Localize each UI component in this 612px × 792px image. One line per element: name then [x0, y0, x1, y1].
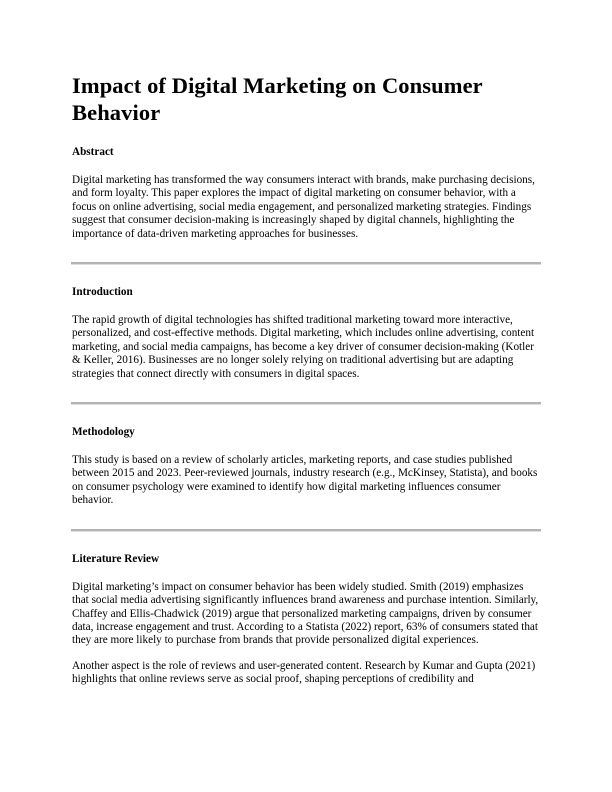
literature-review-paragraph: Digital marketing’s impact on consumer behavior has been widely studied. Smith (2019) emphasizes that social media advertising significantly influences brand awareness and purchase intention. Similarly, Chaffey and Ellis-Chadwick (2019) argue that personalized marketing campaigns, driven by consumer data, increase engagement and trust. According to a Statista (2022) report, 63% of consumers stated that they are more likely to purchase from brands that provide personalized digital experiences. — [72, 580, 539, 647]
abstract-heading: Abstract — [72, 146, 114, 158]
paper-title: Impact of Digital Marketing on Consumer Behavior — [72, 73, 483, 125]
literature-review-section — [72, 552, 540, 687]
section-divider — [71, 402, 541, 405]
introduction-paragraph: The rapid growth of digital technologies has shifted traditional marketing toward more interactive, personalized, and cost-effective methods. Digital marketing, which includes online advertising, content marketing, and social media campaigns, has become a key driver of consumer decision-making (Kotler & Keller, 2016). Businesses are no longer solely relying on traditional advertising but are adapting strategies that connect directly with consumers in digital spaces. — [72, 314, 535, 380]
introduction-section — [72, 285, 540, 381]
document-page — [72, 72, 540, 687]
literature-review-heading: Literature Review — [72, 552, 160, 565]
methodology-heading: Methodology — [72, 426, 135, 439]
literature-review-paragraph: Another aspect is the role of reviews and user-generated content. Research by Kumar and Gupta (2021) highlights that online reviews serve as social proof, shaping perceptions of credibility and — [72, 659, 536, 686]
section-divider — [71, 529, 541, 532]
abstract-section — [72, 145, 540, 241]
methodology-paragraph: This study is based on a review of scholarly articles, marketing reports, and case studies published between 2015 and 2023. Peer-reviewed journals, industry research (e.g., McKinsey, Statista), and books on consumer psychology were examined to identify how digital marketing influences consumer behavior. — [72, 454, 538, 507]
introduction-heading: Introduction — [72, 286, 133, 299]
methodology-section — [72, 425, 540, 508]
section-divider — [71, 262, 541, 265]
abstract-paragraph: Digital marketing has transformed the way consumers interact with brands, make purchasing decisions, and form loyalty. This paper explores the impact of digital marketing on consumer behavior, with a focus on online advertising, social media engagement, and personalized marketing strategies. Findings suggest that consumer decision-making is increasingly shaped by digital channels, highlighting the importance of data-driven marketing approaches for businesses. — [72, 174, 535, 240]
